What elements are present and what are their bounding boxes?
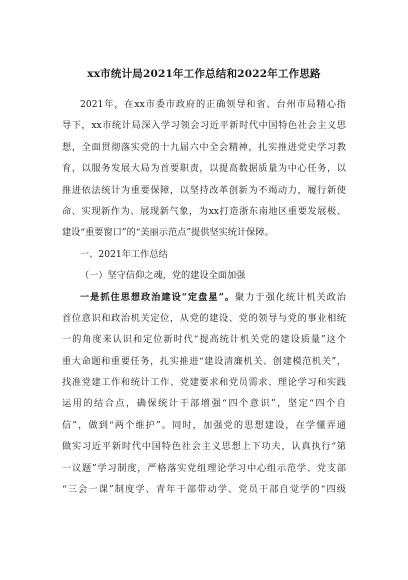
point-heading: 一是抓住思想政治建设“定盘星”。 bbox=[80, 291, 236, 303]
paragraph-line: 育，以服务发展大局为首要职责，以提高数据质量为中心任务，以 bbox=[62, 163, 346, 175]
subsection-heading: （一）坚守信仰之魂，党的建设全面加强 bbox=[80, 270, 246, 282]
paragraph-line: 2021年，在xx市委市政府的正确领导和省、台州市局精心指 bbox=[80, 99, 346, 110]
paragraph-text: 聚力于强化统计机关政治 bbox=[235, 291, 346, 303]
paragraph-line: 找准党建工作和统计工作、党建要求和党员需求、理论学习和实践 bbox=[62, 377, 346, 389]
paragraph-line: 首位意识和政治机关定位，从党的建设、党的领导与党的事业相统 bbox=[62, 312, 346, 324]
paragraph-line: 想，全面贯彻落实党的十九届六中全会精神，扎实推进党史学习教 bbox=[62, 141, 346, 153]
paragraph-line: 重大命题和重要任务，扎实推进“建设清廉机关、创建模范机关”， bbox=[62, 355, 346, 367]
section-heading: 一、2021年工作总结 bbox=[80, 248, 168, 260]
paragraph-line: 运用的结合点，确保统计干部增强“四个意识”，坚定“四个自 bbox=[62, 398, 346, 410]
document-title: xx市统计局2021年工作总结和2022年工作思路 bbox=[87, 68, 321, 80]
paragraph-line bbox=[62, 287, 346, 308]
paragraph-line: 一议题”学习制度，严格落实党组理论学习中心组示范学、党支部 bbox=[62, 462, 346, 474]
paragraph-line: 一的角度来认识和定位新时代“提高统计机关党的建设质量”这个 bbox=[62, 334, 346, 346]
paragraph-line: 导下，xx市统计局深入学习领会习近平新时代中国特色社会主义思 bbox=[62, 120, 346, 132]
document-body bbox=[62, 94, 346, 500]
paragraph-line: 命、实现新作为、展现新气象，为xx打造浙东南地区重要发展极、 bbox=[62, 205, 346, 217]
paragraph-line: 做实习近平新时代中国特色社会主义思想上下功夫，认真执行“第 bbox=[62, 441, 346, 453]
paragraph-line: 信”，做到“两个维护”。同时，加强党的思想建设，在学懂弄通 bbox=[62, 419, 346, 431]
paragraph-line: 推进依法统计为重要保障，以坚持改革创新为不竭动力，履行新使 bbox=[62, 184, 346, 196]
paragraph-line: 建设“重要窗口”的“美丽示范点”提供坚实统计保障。 bbox=[62, 227, 274, 239]
paragraph-line: “三会一课”制度学、青年干部带动学、党员干部自觉学的“四级 bbox=[62, 484, 346, 496]
